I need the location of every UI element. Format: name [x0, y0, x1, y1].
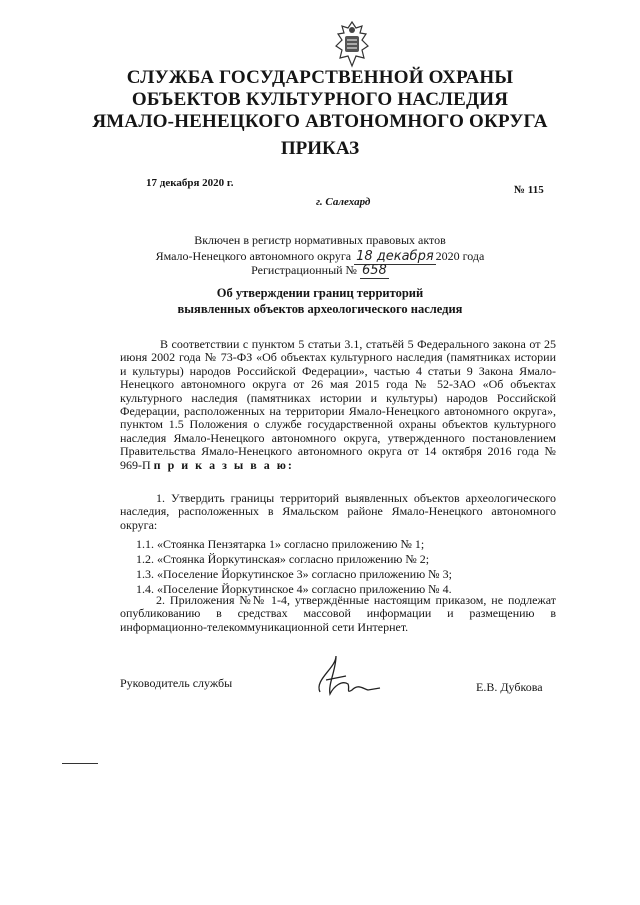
registry-line3: [0, 263, 640, 279]
org-title-line2: ОБЪЕКТОВ КУЛЬТУРНОГО НАСЛЕДИЯ: [131, 89, 509, 110]
signer-position: Руководитель службы: [120, 676, 233, 690]
sub-item-1-2: 1.2. «Стоянка Йоркутинская» согласно приложению № 2;: [136, 552, 430, 566]
signer-name: Е.В. Дубкова: [476, 680, 543, 694]
registry-number-handwritten: 658: [362, 263, 387, 278]
doc-type: ПРИКАЗ: [280, 138, 360, 159]
signature-image: [306, 650, 386, 700]
sub-item-1-4: 1.4. «Поселение Йоркутинское 4» согласно приложению № 4.: [136, 582, 452, 596]
item-2: 2. Приложения №№ 1-4, утверждённые настоящим приказом, не подлежат опубликованию в средствах массовой информации и размещению в информационно-телекоммуникационной сети Интернет.: [120, 593, 556, 634]
org-title-line3: ЯМАЛО-НЕНЕЦКОГО АВТОНОМНОГО ОКРУГА: [92, 111, 548, 132]
order-city: г. Салехард: [316, 196, 371, 208]
registry-date-handwritten: 18 декабря: [356, 249, 434, 264]
preamble-paragraph: [120, 338, 556, 472]
order-number: № 115: [514, 184, 544, 196]
registry-line1: Включен в регистр нормативных правовых актов: [194, 233, 446, 247]
subject-line1: Об утверждении границ территорий: [216, 286, 424, 300]
order-word: п р и к а з ы в а ю:: [153, 457, 294, 472]
registry-line2-suffix: 2020 года: [435, 249, 485, 263]
preamble-text: В соответствии с пунктом 5 статьи 3.1, статьёй 5 Федерального закона от 25 июня 2002 года № 73-ФЗ «Об объектах культурного наследия (памятниках истории и культуры) народов Российской Федерации», частью 4 статьи 9 Закона Ямало-Ненецкого автономного округа от 26 мая 2015 года № 52-ЗАО «Об объектах культурного наследия (памятниках истории и культуры) народов Российской Федерации, расположенных на территории Ямало-Ненецкого автономного округа», пунктом 1.5 Положения о службе государственной охраны объектов культурного наследия Ямало-Ненецкого автономного округа, утвержденного постановлением Правительства Ямало-Ненецкого автономного округа от 14 октября 2016 года № 969-П: [120, 337, 556, 472]
org-title-line1: СЛУЖБА ГОСУДАРСТВЕННОЙ ОХРАНЫ: [126, 67, 514, 88]
sub-item-1-1: 1.1. «Стоянка Пензятарка 1» согласно приложению № 1;: [136, 537, 425, 551]
registry-line3-prefix: Регистрационный №: [251, 263, 358, 277]
coat-of-arms-icon: [332, 20, 372, 68]
sub-item-1-3: 1.3. «Поселение Йоркутинское 3» согласно приложению № 3;: [136, 567, 452, 581]
subject-line2: выявленных объектов археологического наследия: [177, 302, 463, 316]
registry-line2-prefix: Ямало-Ненецкого автономного округа: [155, 249, 352, 263]
footer-rule: [62, 763, 98, 764]
order-date: 17 декабря 2020 г.: [146, 177, 234, 189]
item-1: 1. Утвердить границы территорий выявленных объектов археологического наследия, расположенных в Ямальском районе Ямало-Ненецкого автономного округа:: [120, 491, 556, 532]
